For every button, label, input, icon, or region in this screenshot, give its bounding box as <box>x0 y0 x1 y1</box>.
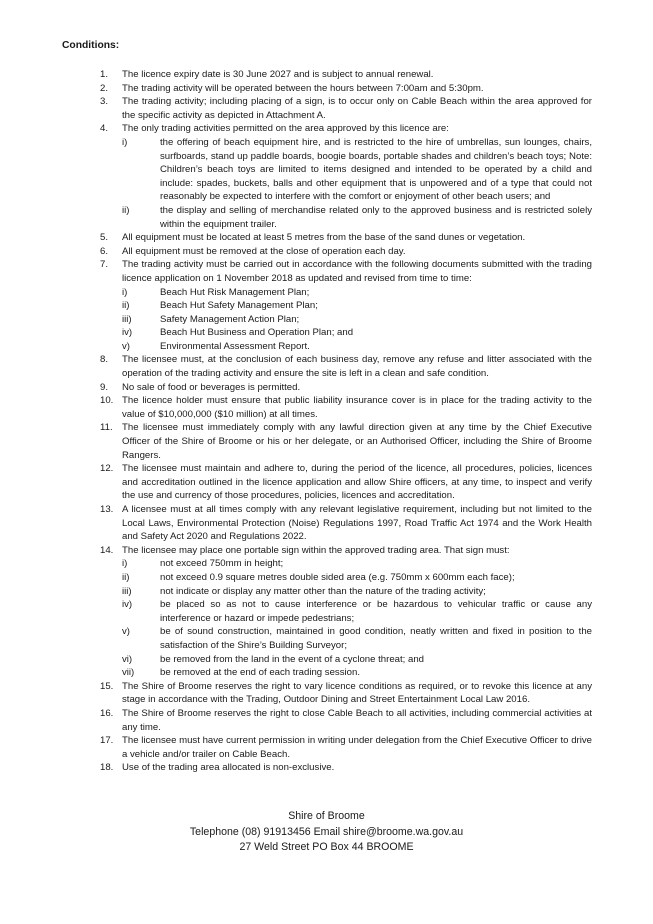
condition-item <box>100 381 592 395</box>
subitem-text: not exceed 750mm in height; <box>160 558 284 570</box>
condition-item <box>100 68 592 82</box>
condition-number: 2. <box>100 82 109 94</box>
condition-text: The licence expiry date is 30 June 2027 and is subject to annual renewal. <box>122 69 434 80</box>
conditions-list <box>100 68 592 775</box>
condition-text: All equipment must be removed at the close of operation each day. <box>122 245 406 257</box>
footer <box>0 809 653 856</box>
subitem-text: Beach Hut Safety Management Plan; <box>160 300 318 312</box>
condition-subitem <box>122 313 592 327</box>
condition-number: 16. <box>100 707 114 719</box>
subitem-number: vi) <box>122 653 133 665</box>
subitem-text: Environmental Assessment Report. <box>160 340 310 352</box>
subitem-number: iii) <box>122 313 132 325</box>
condition-subitem <box>122 598 592 625</box>
subitem-text: be removed from the land in the event of a cyclone threat; and <box>160 653 424 665</box>
subitem-text: be placed so as not to cause interference or be hazardous to vehicular traffic or cause any interference or hazard or impede pedestrians; <box>160 599 592 624</box>
condition-item <box>100 421 592 462</box>
condition-number: 8. <box>100 354 109 366</box>
subitem-number: iii) <box>122 585 132 597</box>
condition-subitem <box>122 340 592 354</box>
subitem-text: the display and selling of merchandise related only to the approved business and is restricted solely within the equipment trailer. <box>160 204 592 230</box>
subitem-text: Beach Hut Business and Operation Plan; and <box>160 327 354 339</box>
subitem-number: iv) <box>122 327 133 339</box>
condition-text: The licence holder must ensure that public liability insurance cover is in place for the trading activity to the value of $10,000,000 ($10 million) at all times. <box>122 395 592 420</box>
condition-item <box>100 122 592 231</box>
condition-text: All equipment must be located at least 5 metres from the base of the sand dunes or vegetation. <box>122 232 526 244</box>
condition-number: 14. <box>100 544 114 556</box>
condition-item <box>100 353 592 380</box>
condition-number: 11. <box>100 422 113 434</box>
condition-item <box>100 707 592 734</box>
condition-item <box>100 231 592 245</box>
conditions-heading: Conditions: <box>62 40 120 51</box>
condition-text: The licensee must immediately comply with any lawful direction given at any time by the Chief Executive Officer of the Shire of Broome or his or her delegate, or an Authorised Officer, including the Shire of Broome Rangers. <box>122 422 592 461</box>
condition-number: 1. <box>100 69 109 80</box>
condition-item <box>100 680 592 707</box>
condition-number: 4. <box>100 123 109 135</box>
condition-item <box>100 761 592 775</box>
subitem-text: not exceed 0.9 square metres double sided area (e.g. 750mm x 600mm each face); <box>160 571 515 583</box>
subitem-number: ii) <box>122 571 130 583</box>
condition-subitem <box>122 557 592 571</box>
condition-item <box>100 82 592 96</box>
condition-text: The trading activity must be carried out in accordance with the following documents submitted with the trading licence application on 1 November 2018 as updated and revised from time to time: <box>122 259 592 284</box>
condition-subitem <box>122 326 592 340</box>
subitem-text: Safety Management Action Plan; <box>160 313 300 325</box>
condition-number: 3. <box>100 96 109 108</box>
condition-text: The licensee must, at the conclusion of each business day, remove any refuse and litter associated with the operation of the trading activity and ensure the site is left in a clean and safe condition. <box>122 354 592 380</box>
footer-org: Shire of Broome <box>288 810 365 822</box>
footer-address: 27 Weld Street PO Box 44 BROOME <box>239 841 414 853</box>
condition-number: 13. <box>100 504 114 515</box>
condition-text: The licensee may place one portable sign within the approved trading area. That sign must: <box>122 544 510 556</box>
condition-text: The trading activity will be operated between the hours between 7:00am and 5:30pm. <box>122 82 484 94</box>
condition-number: 18. <box>100 762 114 774</box>
subitem-number: v) <box>122 626 130 638</box>
subitem-text: the offering of beach equipment hire, and is restricted to the hire of umbrellas, sun lounges, chairs, surfboards, stand up paddle boards, boogie boards, portable shades and children’s beach toys; Note: Children’s beach toys are limited to items designed and intended to be operated by a child and include: spades, buckets, balls and other equipment that is unpowered and of a type that could not reasonably be expected to interfere with the comfort or enjoyment of other beach users; and <box>160 136 592 203</box>
condition-text: The licensee must maintain and adhere to, during the period of the licence, all procedures, policies, licences and accreditation outlined in the licence application and allow Shire officers, at any time, to inspect and verify the use and currency of those procedures, policies, licences and accreditation. <box>122 463 592 502</box>
subitem-text: be removed at the end of each trading session. <box>160 667 360 679</box>
condition-subitem <box>122 653 592 667</box>
condition-item <box>100 394 592 421</box>
subitem-number: ii) <box>122 300 130 312</box>
subitem-number: i) <box>122 558 128 570</box>
condition-item <box>100 544 592 680</box>
condition-subitem <box>122 571 592 585</box>
condition-number: 12. <box>100 463 114 475</box>
condition-item <box>100 462 592 503</box>
condition-number: 6. <box>100 245 109 257</box>
condition-number: 15. <box>100 680 114 692</box>
condition-number: 5. <box>100 232 109 244</box>
condition-text: Use of the trading area allocated is non-exclusive. <box>122 762 335 774</box>
subitem-text: Beach Hut Risk Management Plan; <box>160 286 310 298</box>
condition-number: 10. <box>100 395 114 407</box>
condition-text: No sale of food or beverages is permitted. <box>122 381 301 393</box>
condition-subitem <box>122 136 592 204</box>
condition-text: The only trading activities permitted on the area approved by this licence are: <box>122 123 449 135</box>
condition-subitem <box>122 625 592 652</box>
condition-item <box>100 734 592 761</box>
condition-number: 7. <box>100 259 109 271</box>
condition-item <box>100 245 592 259</box>
condition-text: The licensee must have current permission in writing under delegation from the Chief Executive Officer to drive a vehicle and/or trailer on Cable Beach. <box>122 735 592 760</box>
condition-item <box>100 95 592 122</box>
subitem-number: i) <box>122 136 128 148</box>
condition-text: The trading activity; including placing of a sign, is to occur only on Cable Beach within the area approved for the specific activity as depicted in Attachment A. <box>122 96 592 121</box>
subitem-text: not indicate or display any matter other than the nature of the trading activity; <box>160 585 486 597</box>
subitem-number: iv) <box>122 599 133 611</box>
subitem-number: v) <box>122 340 130 352</box>
subitem-number: i) <box>122 286 128 298</box>
condition-subitem <box>122 585 592 599</box>
condition-number: 17. <box>100 735 114 747</box>
condition-subitem <box>122 666 592 680</box>
condition-item <box>100 503 592 544</box>
subitem-number: ii) <box>122 204 130 216</box>
footer-contact: Telephone (08) 91913456 Email shire@broome.wa.gov.au <box>189 825 464 838</box>
condition-number: 9. <box>100 381 109 393</box>
condition-subitem <box>122 286 592 300</box>
condition-text: The Shire of Broome reserves the right to vary licence conditions as required, or to revoke this licence at any stage in accordance with the Trading, Outdoor Dining and Street Entertainment Local Law 2016. <box>122 680 592 706</box>
condition-text: The Shire of Broome reserves the right to close Cable Beach to all activities, including commercial activities at any time. <box>122 707 592 733</box>
condition-item <box>100 258 592 353</box>
condition-subitem <box>122 204 592 231</box>
subitem-text: be of sound construction, maintained in good condition, neatly written and fixed in position to the satisfaction of the Shire’s Building Surveyor; <box>160 626 592 651</box>
condition-text: A licensee must at all times comply with any relevant legislative requirement, including but not limited to the Local Laws, Environmental Protection (Noise) Regulations 1997, Road Traffic Act 1974 and the Work Health and Safety Act 2020 and Regulations 2022. <box>122 504 592 543</box>
condition-subitem <box>122 299 592 313</box>
subitem-number: vii) <box>122 667 135 679</box>
